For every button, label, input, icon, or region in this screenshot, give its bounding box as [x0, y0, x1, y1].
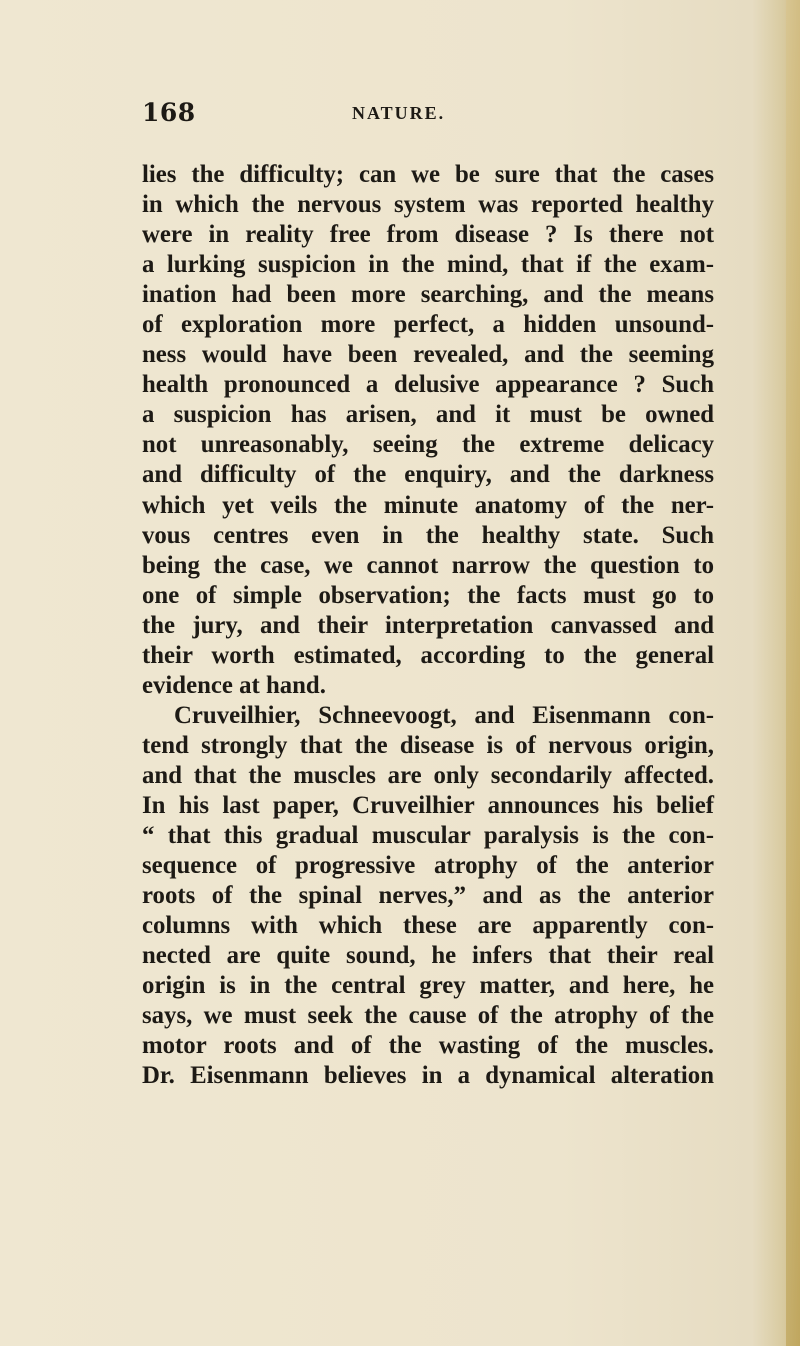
text-line: lies the difficulty; can we be sure that the cases — [142, 161, 714, 188]
text-line: in which the nervous system was reported healthy — [142, 191, 714, 219]
text-line: nected are quite sound, he infers that their real — [142, 942, 714, 970]
text-line: sequence of progressive atrophy of the anterior — [142, 852, 714, 880]
text-line: ination had been more searching, and the means — [142, 281, 714, 309]
text-line: the jury, and their interpretation canvassed and — [142, 611, 714, 639]
text-line: origin is in the central grey matter, and here, he — [142, 972, 714, 1000]
text-line: ness would have been revealed, and the seeming — [142, 341, 714, 369]
text-line: “ that this gradual muscular paralysis is the con- — [142, 822, 714, 850]
text-line: evidence at hand. — [142, 671, 326, 699]
text-line: not unreasonably, seeing the extreme delicacy — [142, 431, 714, 459]
text-line: one of simple observation; the facts must go to — [142, 581, 714, 609]
text-line: tend strongly that the disease is of nervous origin, — [142, 731, 714, 759]
text-line: motor roots and of the wasting of the muscles. — [142, 1032, 714, 1060]
text-line: says, we must seek the cause of the atrophy of the — [142, 1002, 714, 1030]
text-line: were in reality free from disease ? Is there not — [142, 221, 714, 249]
body-text — [142, 160, 714, 1091]
text-line: a suspicion has arisen, and it must be owned — [142, 401, 714, 429]
text-line: their worth estimated, according to the general — [142, 641, 714, 669]
text-line: which yet veils the minute anatomy of the ner- — [142, 491, 714, 519]
text-line: and that the muscles are only secondarily affected. — [142, 761, 714, 789]
text-line: a lurking suspicion in the mind, that if the exam- — [142, 251, 714, 279]
running-title: NATURE. — [352, 103, 446, 123]
text-line: being the case, we cannot narrow the question to — [142, 551, 714, 579]
page-header — [142, 98, 712, 138]
text-line: In his last paper, Cruveilhier announces his belief — [142, 791, 714, 819]
text-line: Dr. Eisenmann believes in a dynamical alteration — [142, 1062, 714, 1090]
text-line: and difficulty of the enquiry, and the darkness — [142, 461, 714, 489]
page-edge-stain — [786, 0, 800, 1346]
page-number: 168 — [142, 98, 196, 127]
text-line: Cruveilhier, Schneevoogt, and Eisenmann con- — [174, 701, 714, 729]
text-line: health pronounced a delusive appearance ? Such — [142, 371, 714, 399]
text-line: roots of the spinal nerves,” and as the anterior — [142, 882, 714, 910]
text-line: of exploration more perfect, a hidden unsound- — [142, 311, 714, 339]
text-line: columns with which these are apparently con- — [142, 912, 714, 940]
text-line: vous centres even in the healthy state. Such — [142, 521, 714, 549]
